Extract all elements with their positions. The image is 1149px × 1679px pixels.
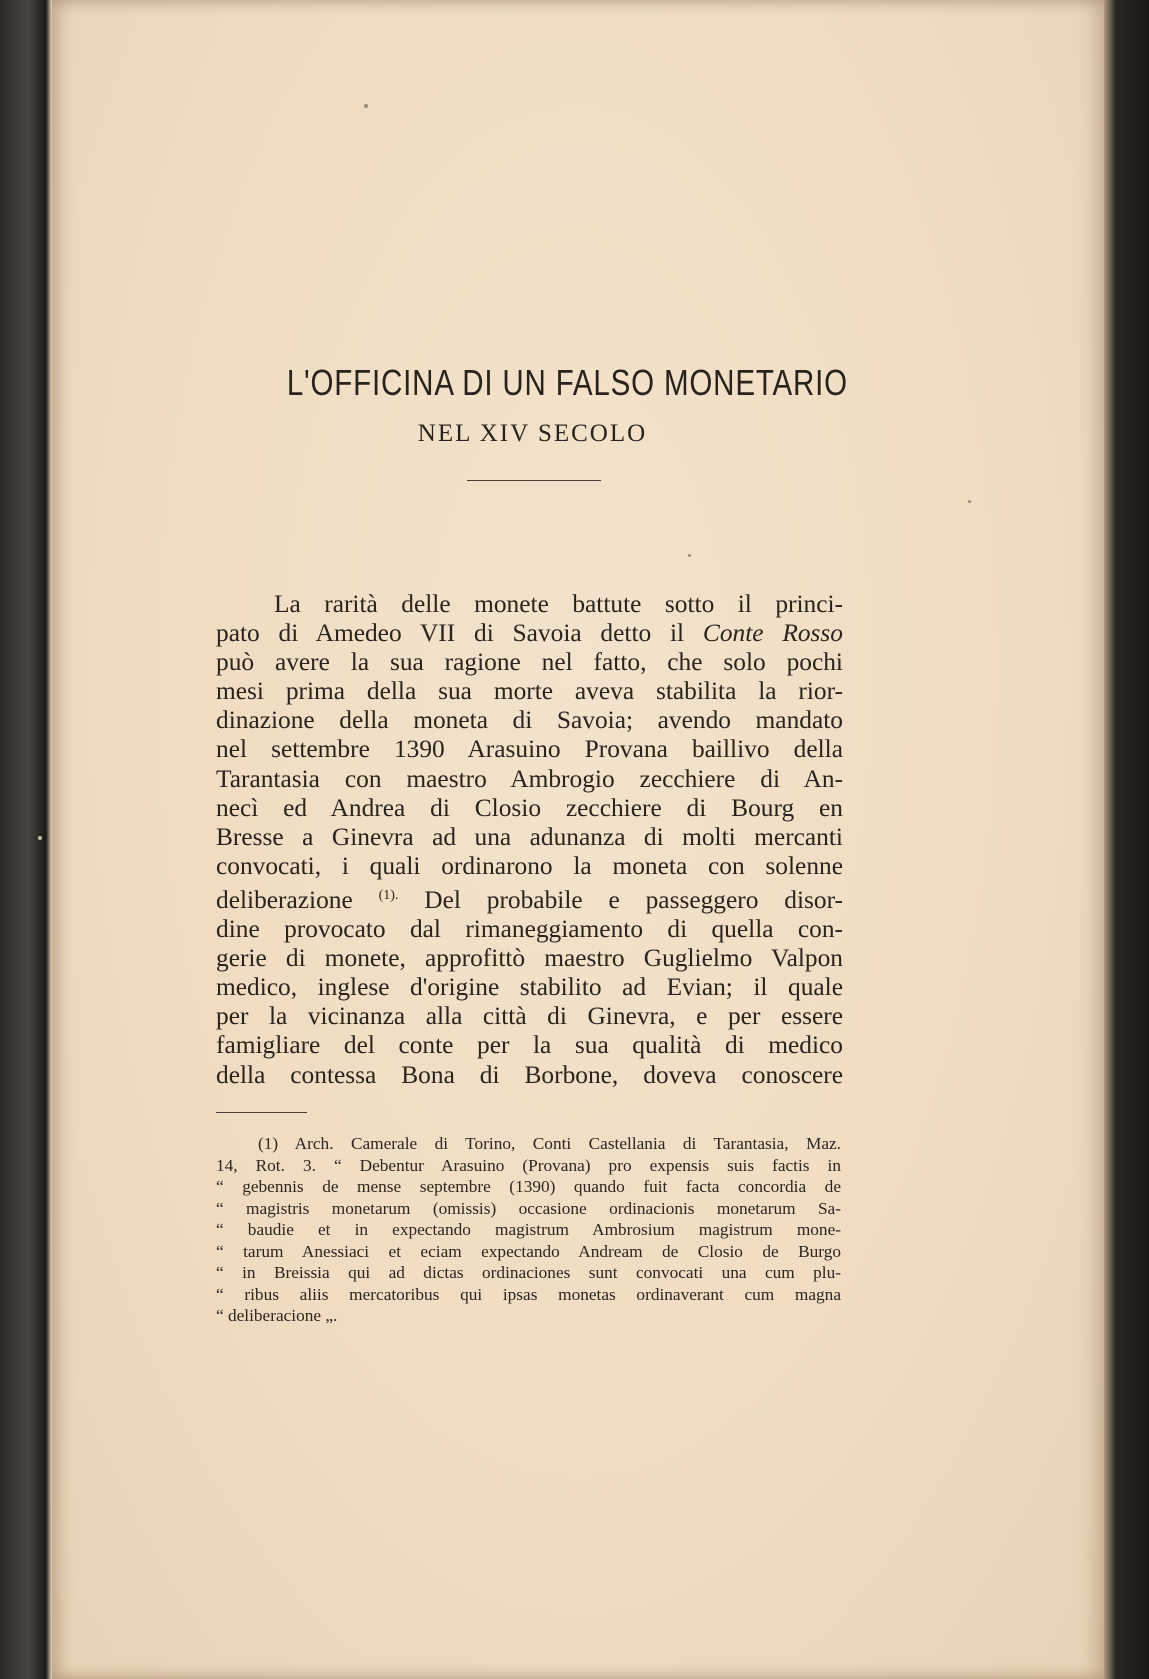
article-title: L'OFFICINA DI UN FALSO MONETARIO	[286, 362, 848, 403]
paper-speck	[688, 554, 691, 557]
body-line: Tarantasia con maestro Ambrogio zecchiere di An-	[216, 764, 843, 793]
body-line: La rarità delle monete battute sotto il princi-	[274, 590, 843, 618]
footnote-line: “ deliberacione „.	[216, 1306, 338, 1325]
body-line: nel settembre 1390 Arasuino Provana baillivo della	[216, 735, 843, 764]
body-line: famigliare del conte per la sua qualità di medico	[216, 1031, 843, 1060]
body-line	[216, 881, 843, 915]
body-line: necì ed Andrea di Closio zecchiere di Bourg en	[216, 793, 843, 822]
article-subtitle: NEL XIV SECOLO	[417, 420, 648, 447]
body-line: per la vicinanza alla città di Ginevra, e per essere	[216, 1002, 843, 1031]
body-line: può avere la sua ragione nel fatto, che solo pochi	[216, 648, 843, 677]
body-line: Bresse a Ginevra ad una adunanza di molti mercanti	[216, 822, 843, 851]
body-line: convocati, i quali ordinarono la moneta con solenne	[216, 851, 843, 880]
body-line: mesi prima della sua morte aveva stabilita la rior-	[216, 677, 843, 706]
body-line-text: Del probabile e passeggero disor-	[424, 885, 843, 914]
body-line: gerie di monete, approfittò maestro Guglielmo Valpon	[216, 944, 843, 973]
body-line: medico, inglese d'origine stabilito ad Evian; il quale	[216, 973, 843, 1002]
paper-speck	[968, 500, 971, 503]
footnote-line: “ gebennis de mense septembre (1390) quando fuit facta concordia de	[216, 1177, 841, 1196]
paper-speck	[364, 104, 368, 108]
title-divider	[467, 480, 601, 481]
footnote-line: (1) Arch. Camerale di Torino, Conti Castellania di Tarantasia, Maz.	[258, 1134, 841, 1153]
footnote-line: “ magistris monetarum (omissis) occasione ordinacionis monetarum Sa-	[216, 1198, 841, 1218]
footnote-line: 14, Rot. 3. “ Debentur Arasuino (Provana) pro expensis suis factis in	[216, 1155, 841, 1175]
footnote-line: “ ribus aliis mercatoribus qui ipsas monetas ordinaverant cum magna	[216, 1284, 841, 1304]
footnote-divider	[216, 1112, 307, 1113]
italic-name: Conte Rosso	[702, 619, 843, 648]
body-line: dine provocato dal rimaneggiamento di quella con-	[216, 915, 843, 944]
body-line-text: deliberazione	[216, 885, 353, 914]
body-paragraph	[216, 590, 843, 1090]
binding-mark	[38, 836, 42, 840]
footnote-line: “ tarum Anessiaci et eciam expectando Andream de Closio de Burgo	[216, 1241, 841, 1261]
body-line-text: pato di Amedeo VII di Savoia detto il	[216, 619, 685, 648]
footnote	[216, 1133, 841, 1327]
footnote-line: “ in Breissia qui ad dictas ordinaciones sunt convocati una cum plu-	[216, 1263, 841, 1282]
body-line	[216, 619, 843, 648]
footnote-line: “ baudie et in expectando magistrum Ambrosium magistrum mone-	[216, 1220, 841, 1239]
footnote-reference: (1).	[378, 887, 399, 903]
body-line: dinazione della moneta di Savoia; avendo mandato	[216, 706, 843, 735]
body-line: della contessa Bona di Borbone, doveva conoscere	[216, 1060, 843, 1089]
